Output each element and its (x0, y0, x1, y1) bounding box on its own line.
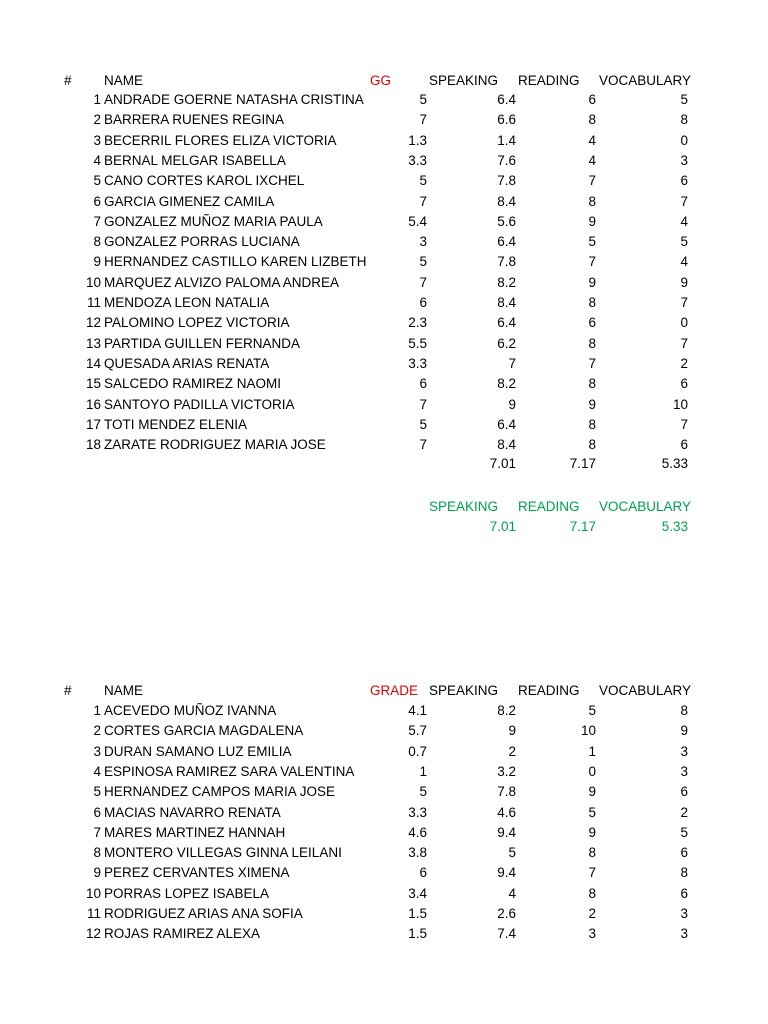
vocabulary-value: 0 (680, 315, 688, 331)
grade-value: 3.4 (408, 885, 427, 901)
vocabulary-value: 0 (680, 132, 688, 148)
speaking-value: 6.4 (497, 416, 516, 432)
reading-value: 1 (588, 743, 596, 759)
grade-value: 5.5 (408, 335, 427, 351)
vocabulary-value: 2 (680, 804, 688, 820)
reading-value: 8 (588, 295, 596, 310)
student-name: CANO CORTES KAROL IXCHEL (104, 173, 305, 189)
row-number: 8 (93, 845, 101, 861)
student-name: RODRIGUEZ ARIAS ANA SOFIA (104, 906, 303, 921)
grade-value: 3.3 (408, 804, 427, 820)
row-number: 8 (93, 234, 101, 250)
table2-header-num: # (64, 683, 72, 698)
speaking-value: 9.4 (497, 865, 516, 881)
grade-value: 3.3 (408, 152, 427, 168)
vocabulary-value: 4 (680, 254, 688, 270)
row-number: 4 (93, 152, 101, 168)
vocabulary-value: 6 (680, 437, 688, 453)
student-name: SANTOYO PADILLA VICTORIA (104, 396, 295, 412)
summary-speaking: 7.01 (489, 519, 516, 534)
vocabulary-value: 6 (680, 885, 688, 901)
reading-value: 9 (588, 213, 596, 229)
row-number: 9 (93, 254, 101, 270)
speaking-value: 9 (508, 396, 516, 412)
row-number: 9 (93, 865, 101, 881)
reading-value: 8 (588, 416, 596, 432)
row-number: 17 (85, 416, 101, 432)
row-number: 13 (85, 335, 101, 351)
row-number: 10 (85, 885, 101, 901)
speaking-value: 3.2 (497, 763, 516, 779)
grade-value: 5 (419, 784, 427, 800)
summary-vocabulary: 5.33 (661, 519, 688, 534)
speaking-value: 4 (508, 885, 516, 901)
row-number: 6 (93, 193, 101, 209)
student-name: PARTIDA GUILLEN FERNANDA (104, 335, 301, 351)
vocabulary-value: 6 (680, 173, 688, 189)
grade-value: 5 (419, 173, 427, 189)
reading-value: 4 (588, 132, 596, 148)
row-number: 7 (93, 213, 101, 229)
row-number: 1 (93, 92, 101, 107)
grade-value: 2.3 (408, 315, 427, 331)
vocabulary-value: 8 (680, 703, 688, 718)
grade-value: 6 (419, 376, 427, 392)
grade-value: 5 (419, 416, 427, 432)
speaking-value: 7.8 (497, 784, 516, 800)
grade-value: 1.5 (408, 906, 427, 921)
student-name: MONTERO VILLEGAS GINNA LEILANI (104, 845, 342, 861)
speaking-value: 7.8 (497, 254, 516, 270)
grade-value: 0.7 (408, 743, 427, 759)
reading-value: 8 (588, 112, 596, 128)
student-name: HERNANDEZ CAMPOS MARIA JOSE (104, 784, 336, 800)
reading-value: 8 (588, 376, 596, 392)
student-name: ROJAS RAMIREZ ALEXA (104, 926, 261, 942)
grade-value: 1.5 (408, 926, 427, 942)
vocabulary-value: 5 (680, 92, 688, 107)
student-name: CORTES GARCIA MAGDALENA (104, 723, 304, 739)
row-number: 12 (85, 315, 101, 331)
vocabulary-value: 7 (680, 295, 688, 310)
summary-header-speaking: SPEAKING (429, 499, 499, 514)
speaking-value: 7.4 (497, 926, 516, 942)
row-number: 5 (93, 784, 101, 800)
row-number: 7 (93, 824, 101, 840)
reading-value: 5 (588, 234, 596, 250)
reading-value: 8 (588, 193, 596, 209)
speaking-value: 5.6 (497, 213, 516, 229)
table1-header-grade: GG (370, 73, 392, 88)
reading-value: 0 (588, 763, 596, 779)
vocabulary-value: 2 (680, 355, 688, 371)
vocabulary-value: 3 (680, 926, 688, 942)
grade-value: 3.8 (408, 845, 427, 861)
table1-header-name: NAME (104, 73, 144, 88)
speaking-value: 8.4 (497, 437, 516, 453)
student-name: GONZALEZ MUÑOZ MARIA PAULA (104, 213, 323, 229)
student-name: HERNANDEZ CASTILLO KAREN LIZBETH (104, 254, 367, 270)
student-name: BECERRIL FLORES ELIZA VICTORIA (104, 132, 337, 148)
row-number: 15 (85, 376, 101, 392)
student-name: MARQUEZ ALVIZO PALOMA ANDREA (104, 274, 340, 290)
student-name: GARCIA GIMENEZ CAMILA (104, 193, 275, 209)
grade-value: 5.7 (408, 723, 427, 739)
row-number: 18 (85, 437, 101, 453)
student-name: SALCEDO RAMIREZ NAOMI (104, 376, 282, 392)
row-number: 11 (86, 295, 101, 310)
speaking-value: 8.2 (497, 703, 516, 718)
table2-header-speaking: SPEAKING (429, 683, 499, 698)
speaking-value: 6.6 (497, 112, 516, 128)
vocabulary-value: 9 (680, 274, 688, 290)
row-number: 14 (85, 355, 101, 371)
vocabulary-value: 3 (680, 763, 688, 779)
grade-value: 7 (419, 274, 427, 290)
reading-value: 7 (588, 173, 596, 189)
speaking-value: 6.4 (497, 234, 516, 250)
row-number: 4 (93, 763, 101, 779)
speaking-value: 6.4 (497, 92, 516, 107)
reading-value: 2 (588, 906, 596, 921)
reading-value: 8 (588, 437, 596, 453)
reading-value: 8 (588, 885, 596, 901)
grade-value: 6 (419, 295, 427, 310)
reading-value: 7 (588, 865, 596, 881)
grade-value: 6 (419, 865, 427, 881)
vocabulary-value: 9 (680, 723, 688, 739)
student-name: ANDRADE GOERNE NATASHA CRISTINA (104, 92, 364, 107)
vocabulary-value: 5 (680, 234, 688, 250)
vocabulary-value: 7 (680, 335, 688, 351)
summary-header-reading: READING (518, 499, 580, 514)
reading-value: 6 (588, 315, 596, 331)
grade-value: 7 (419, 396, 427, 412)
grade-value: 3 (419, 234, 427, 250)
student-name: QUESADA ARIAS RENATA (104, 355, 270, 371)
reading-value: 7 (588, 355, 596, 371)
speaking-value: 2.6 (497, 906, 516, 921)
grade-value: 5.4 (408, 213, 427, 229)
speaking-value: 7.6 (497, 152, 516, 168)
reading-value: 8 (588, 845, 596, 861)
row-number: 1 (93, 703, 101, 718)
average-vocabulary: 5.33 (661, 456, 688, 472)
grade-value: 1 (419, 763, 427, 779)
reading-value: 9 (588, 824, 596, 840)
grade-value: 7 (419, 193, 427, 209)
speaking-value: 8.4 (497, 295, 516, 310)
speaking-value: 6.2 (497, 335, 516, 351)
row-number: 11 (86, 906, 101, 921)
student-name: MACIAS NAVARRO RENATA (104, 804, 281, 820)
vocabulary-value: 3 (680, 743, 688, 759)
speaking-value: 5 (508, 845, 516, 861)
row-number: 2 (93, 723, 101, 739)
row-number: 3 (93, 132, 101, 148)
vocabulary-value: 10 (672, 396, 688, 412)
student-name: MENDOZA LEON NATALIA (104, 295, 270, 310)
table1-header-num: # (64, 73, 72, 88)
speaking-value: 7.8 (497, 173, 516, 189)
average-reading: 7.17 (569, 456, 596, 472)
speaking-value: 7 (508, 355, 516, 371)
reading-value: 5 (588, 703, 596, 718)
student-name: MARES MARTINEZ HANNAH (104, 824, 286, 840)
grade-value: 5 (419, 92, 427, 107)
vocabulary-value: 7 (680, 416, 688, 432)
reading-value: 9 (588, 396, 596, 412)
speaking-value: 9 (508, 723, 516, 739)
grade-value: 4.6 (408, 824, 427, 840)
speaking-value: 1.4 (497, 132, 516, 148)
table1-header-vocabulary: VOCABULARY (599, 73, 692, 88)
reading-value: 9 (588, 274, 596, 290)
table2-header-name: NAME (104, 683, 144, 698)
grade-value: 7 (419, 112, 427, 128)
student-name: GONZALEZ PORRAS LUCIANA (104, 234, 300, 250)
average-speaking: 7.01 (489, 456, 516, 472)
summary-header-vocabulary: VOCABULARY (599, 499, 692, 514)
student-name: ACEVEDO MUÑOZ IVANNA (104, 703, 277, 718)
student-name: BARRERA RUENES REGINA (104, 112, 285, 128)
vocabulary-value: 4 (680, 213, 688, 229)
student-name: PALOMINO LOPEZ VICTORIA (104, 315, 290, 331)
reading-value: 3 (588, 926, 596, 942)
speaking-value: 8.2 (497, 376, 516, 392)
reading-value: 4 (588, 152, 596, 168)
speaking-value: 8.2 (497, 274, 516, 290)
reading-value: 7 (588, 254, 596, 270)
speaking-value: 6.4 (497, 315, 516, 331)
reading-value: 5 (588, 804, 596, 820)
row-number: 5 (93, 173, 101, 189)
vocabulary-value: 5 (680, 824, 688, 840)
row-number: 6 (93, 804, 101, 820)
reading-value: 8 (588, 335, 596, 351)
table2-header-vocabulary: VOCABULARY (599, 683, 692, 698)
row-number: 3 (93, 743, 101, 759)
table1-header-reading: READING (518, 73, 580, 88)
reading-value: 6 (588, 92, 596, 107)
reading-value: 10 (580, 723, 596, 739)
student-name: PORRAS LOPEZ ISABELA (104, 885, 270, 901)
summary-reading: 7.17 (569, 519, 596, 534)
student-name: ZARATE RODRIGUEZ MARIA JOSE (104, 437, 326, 453)
table1-header-speaking: SPEAKING (429, 73, 499, 88)
student-name: PEREZ CERVANTES XIMENA (104, 865, 290, 881)
speaking-value: 8.4 (497, 193, 516, 209)
grade-value: 7 (419, 437, 427, 453)
student-name: DURAN SAMANO LUZ EMILIA (104, 743, 292, 759)
row-number: 2 (93, 112, 101, 128)
grade-value: 4.1 (408, 703, 427, 718)
vocabulary-value: 6 (680, 376, 688, 392)
vocabulary-value: 8 (680, 865, 688, 881)
table2-header-reading: READING (518, 683, 580, 698)
speaking-value: 9.4 (497, 824, 516, 840)
student-name: ESPINOSA RAMIREZ SARA VALENTINA (104, 763, 355, 779)
row-number: 16 (85, 396, 101, 412)
speaking-value: 4.6 (497, 804, 516, 820)
vocabulary-value: 3 (680, 152, 688, 168)
vocabulary-value: 6 (680, 845, 688, 861)
grade-value: 1.3 (408, 132, 427, 148)
row-number: 10 (85, 274, 101, 290)
vocabulary-value: 6 (680, 784, 688, 800)
row-number: 12 (85, 926, 101, 942)
speaking-value: 2 (508, 743, 516, 759)
student-name: BERNAL MELGAR ISABELLA (104, 152, 286, 168)
vocabulary-value: 7 (680, 193, 688, 209)
vocabulary-value: 3 (680, 906, 688, 921)
student-name: TOTI MENDEZ ELENIA (104, 416, 248, 432)
table2-header-grade: GRADE (370, 683, 419, 698)
grade-value: 5 (419, 254, 427, 270)
reading-value: 9 (588, 784, 596, 800)
vocabulary-value: 8 (680, 112, 688, 128)
grade-value: 3.3 (408, 355, 427, 371)
